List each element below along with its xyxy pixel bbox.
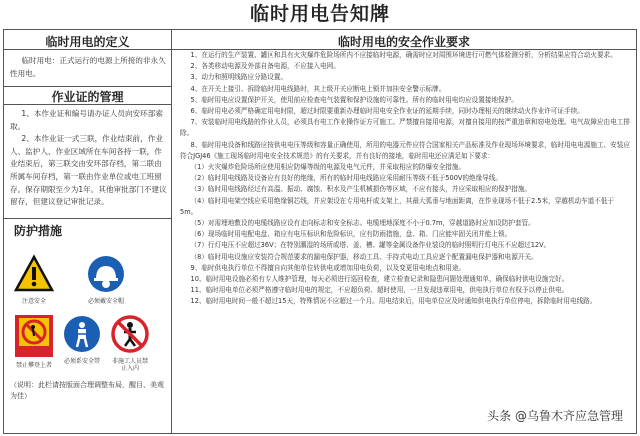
- sign-no-entry: 非施工人员禁止入内: [110, 314, 150, 372]
- permit-paragraph: 1、本作业证和编号请办证人员向安环部索取。: [10, 109, 163, 131]
- requirement-item: 3、动力和照明线路应分路设置。: [190, 73, 288, 82]
- requirement-item: （4）临时用电架空线应采用绝缘铜芯线，并应架设在专用电杆或支架上，其最大弧垂与地面距离，在作业现场不低于2.5米，穿越机动车道不低于5m。: [180, 196, 615, 216]
- no-entry-person-icon: [110, 314, 150, 354]
- requirement-item: 6、临时用电必须严格确定用电时限，超过时限要重新办理临时用电安全作业证的延期手续，同时办理相关的继续动火作业许可证手续。: [190, 107, 584, 116]
- requirement-item: 4、在开关上接引、拆除临时用电线路时，其上级开关应断电上锁并加挂安全警示标牌。: [190, 84, 446, 93]
- divider: [4, 218, 171, 219]
- warning-triangle-icon: [14, 254, 54, 294]
- requirement-item: 9、临时供电执行单位不得擅自向其他单位转供电或增加用电负荷，以及变更用电地点和用途。: [190, 263, 466, 272]
- divider: [4, 86, 171, 87]
- protect-header: 防护措施: [14, 224, 63, 238]
- requirement-item: （5）对需埋地敷设的电缆线路应设有走向标志和安全标志。电缆埋地深度不小于0.7m，穿越道路时应加设防护套管。: [190, 219, 535, 228]
- left-column: [4, 30, 172, 433]
- requirement-item: 1、在运行的生产装置、罐区和具有火灾爆炸危险场所内不应接临时电源，确需时应对周围环境进行可燃气体检测分析，分析结果应符合动火要求。: [190, 51, 617, 59]
- requirements-header: 临时用电的安全作业要求: [337, 35, 470, 49]
- safety-belt-icon: [62, 314, 102, 354]
- sign-safety-belt: 必须系安全带: [62, 314, 102, 366]
- permit-paragraph: 2、本作业证一式三联，作业结束前，作业人、监护人、作业区域所在车间各持一联，作业结束后，第三联交由安环部存档，第二联由所属车间存档，第一联由作业单位或电工班留存。保存期限至少为1年。其他审批部门不建议留存，但建议登记审批记录。: [10, 134, 167, 207]
- requirement-item: 2、各类移动电源及外部自备电源，不应接入电网。: [190, 62, 340, 71]
- requirement-item: 12、临时用电时间一般不超过15天，特殊情况不应超过一个月。用电结束后，用电单位应及时通知供电执行单位停电，拆除临时用电线路。: [190, 297, 597, 306]
- sign-attention: 注意安全: [14, 254, 54, 306]
- requirement-item: （7）行灯电压不应超过36V；在特别潮湿的场所或塔、釜、槽、罐等金属设备作业装设的临时照明行灯电压不应超过12V。: [190, 241, 551, 250]
- watermark: 头条 @乌鲁木齐应急管理: [484, 407, 626, 424]
- no-climbing-icon: [14, 314, 54, 358]
- requirement-item: （6）现场临时用电配电盘、箱应有电压标识和危险标识，应有防雨措施，盘、箱、门应能牢固关闭并能上锁。: [190, 230, 512, 239]
- permit-text: [10, 108, 167, 209]
- sign-helmet: 必须戴安全帽: [86, 254, 126, 306]
- sign-no-climbing: 禁止攀登上者: [14, 314, 54, 370]
- requirement-item: 11、临时用电单位必须严格遵守临时用电的规定，不应超负荷、超时使用，一旦发现违章用电，供电执行单位有权予以停止供电。: [190, 286, 569, 295]
- layout-note: （说明：此栏请按版面合理调整布局，醒目、美观为佳）: [10, 381, 164, 400]
- divider: [4, 104, 171, 105]
- requirements-text: [180, 50, 630, 308]
- board-title: 临时用电告知牌: [249, 3, 390, 25]
- definition-text: 临时用电：正式运行的电源上所接的非永久性用电。: [10, 56, 166, 78]
- requirement-item: 10、临时用电设施必须有专人维护管理，每天必须进行巡回检查，建立检查记录和隐患问题处理通知单，确保临时供电设施完好。: [190, 275, 569, 284]
- divider: [4, 49, 171, 50]
- requirement-item: （1）火灾爆炸危险场所应使用相应防爆等级的电源及电气元件，并采取相应的防爆安全措施。: [190, 163, 466, 172]
- definition-header: 临时用电的定义: [45, 35, 130, 49]
- requirement-item: 5、临时用电应设置保护开关，使用前应检查电气装置和保护设施的可靠性。所有的临时用电均应设置接地保护。: [190, 95, 518, 104]
- permit-header: 作业证的管理: [51, 90, 124, 104]
- right-column: [172, 30, 636, 433]
- requirement-item: 7、安装临时用电线路的作业人员，必须具有电工作业操作证方可施工。严禁擅自接用电源，对擅自接用的按严重违章和窃电处理。电气故障应由电工排除。: [180, 118, 630, 138]
- requirement-item: （2）临时用电线路及设备应有良好的绝缘，所有的临时用电线路应采用耐压等级不低于500V的绝缘导线。: [190, 174, 502, 183]
- safety-helmet-icon: [86, 254, 126, 294]
- requirement-item: 8、临时用电设备和线路应按供电电压等级和容量正确使用，所用的电器元件应符合国家相关产品标准及作业现场环境要求，临时用电电源施工、安装应符合JGJ46《施工现场临时用电安全技术规范》的有关要求，并有良好的接地，临时用电还应满足如下要求：: [180, 140, 630, 160]
- requirement-item: （3）临时用电线路经过有高温、振动、腐蚀、积水及产生机械损伤等区域，不应有接头，并应采取相应的保护措施。: [190, 185, 532, 194]
- notice-board: [3, 29, 637, 434]
- requirement-item: （8）临时用电设施应安装符合规范要求的漏电保护器，移动工具、手持式电动工具应逐个配置漏电保护器和电源开关。: [190, 252, 538, 261]
